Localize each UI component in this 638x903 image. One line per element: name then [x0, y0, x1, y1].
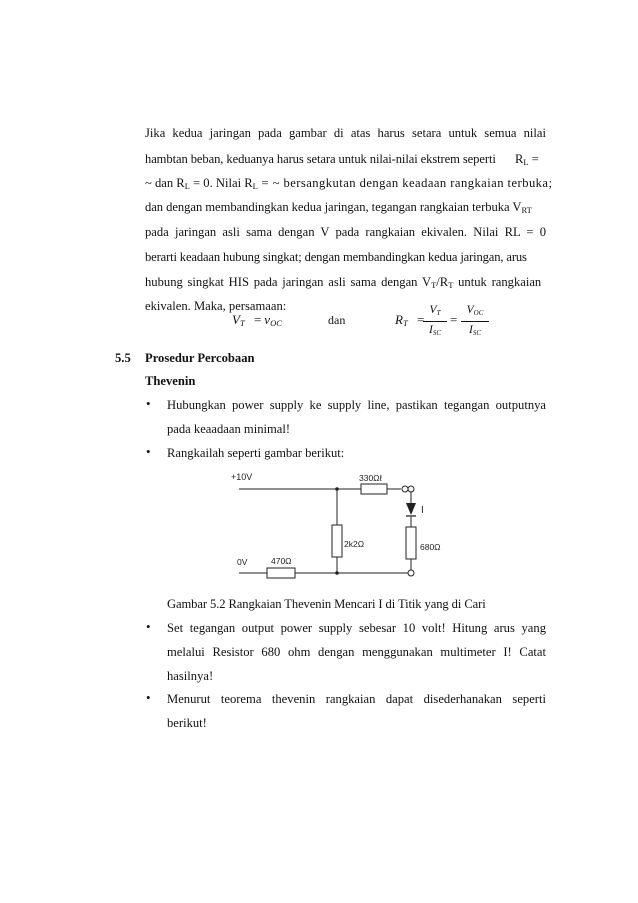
- thevenin-circuit-diagram: [225, 465, 450, 590]
- label-0v: 0V: [237, 557, 248, 567]
- paragraph-line-3: ~ dan $R_L = 0$. Nilai $R_L$ = ~ bersangkutan dengan keadaan rangkaian terbuka;: [145, 176, 553, 191]
- rl-symbol: $R_L$ =: [515, 152, 539, 167]
- section-title: Prosedur Percobaan: [145, 351, 255, 365]
- bullet-4-line-2: berikut!: [167, 716, 207, 730]
- equation-dan: dan: [328, 313, 346, 327]
- bullet-3-line-3: hasilnya!: [167, 669, 214, 683]
- label-330: 330Ωℓ: [359, 473, 383, 483]
- paragraph-line-5: pada jaringan asli sama dengan V pada rangkaian ekivalen. Nilai RL = 0: [145, 225, 546, 239]
- bullet-1-line-1: Hubungkan power supply ke supply line, pastikan tegangan outputnya: [167, 398, 546, 412]
- bullet-4-line-1: Menurut teorema thevenin rangkaian dapat disederhanakan seperti: [167, 692, 546, 706]
- label-680: 680Ω: [420, 542, 441, 552]
- fraction-voc-isc: $V_{OC}$ $I_{SC}$: [461, 303, 489, 340]
- paragraph-line-8: ekivalen. Maka, persamaan:: [145, 299, 287, 313]
- paragraph-line-4: dan dengan membandingkan kedua jaringan, tegangan rangkaian terbuka $V_{RT}$: [145, 200, 532, 215]
- label-current: I: [421, 505, 424, 516]
- paragraph-line-6: berarti keadaan hubung singkat; dengan membandingkan kedua jaringan, arus: [145, 250, 527, 264]
- terminal-top-right: [402, 486, 408, 492]
- terminal-top-right-2: [408, 486, 414, 492]
- terminal-bottom-right: [408, 570, 414, 576]
- bullet-1-line-2: pada keaadaan minimal!: [167, 422, 291, 436]
- resistor-680: [406, 527, 416, 559]
- paragraph-line-2: [145, 152, 546, 166]
- section-number: 5.5: [115, 351, 131, 365]
- bullet-3-line-2: melalui Resistor 680 ohm dengan menggunakan multimeter I! Catat: [167, 645, 546, 659]
- paragraph-line-7: hubung singkat HIS pada jaringan asli sama dengan $V_T/R_T$ untuk rangkaian: [145, 275, 542, 290]
- bullet-3-marker: •: [146, 619, 151, 634]
- bullet-4-marker: •: [146, 690, 151, 705]
- bullet-3-line-1: Set tegangan output power supply sebesar 10 volt! Hitung arus yang: [167, 621, 546, 635]
- current-arrow-icon: [406, 503, 416, 515]
- resistor-470: [267, 568, 295, 578]
- bullet-1-marker: •: [146, 396, 151, 411]
- paragraph-line-2-text: hambtan beban, keduanya harus setara untuk nilai-nilai ekstrem seperti: [145, 152, 496, 166]
- resistor-2k2: [332, 525, 342, 557]
- section-subtitle: Thevenin: [145, 374, 196, 388]
- label-470: 470Ω: [271, 556, 292, 566]
- equation-vt-voc: $V_T = v_{OC}$: [232, 312, 282, 328]
- fraction-vt-isc: $V_T$ $I_{SC}$: [423, 303, 447, 340]
- label-2k2: 2k2Ω: [344, 539, 365, 549]
- bullet-2-marker: •: [146, 444, 151, 459]
- figure-caption: Gambar 5.2 Rangkaian Thevenin Mencari I di Titik yang di Cari: [167, 597, 486, 611]
- resistor-330: [361, 484, 387, 494]
- equation-rt: $R_T$ = $V_T$ $I_{SC}$ = $V_{OC}$ $I_{SC}$: [395, 303, 495, 339]
- bullet-2-line-1: Rangkailah seperti gambar berikut:: [167, 446, 345, 460]
- label-10v: +10V: [231, 472, 253, 482]
- paragraph-line-1: Jika kedua jaringan pada gambar di atas harus setara untuk semua nilai: [145, 126, 546, 140]
